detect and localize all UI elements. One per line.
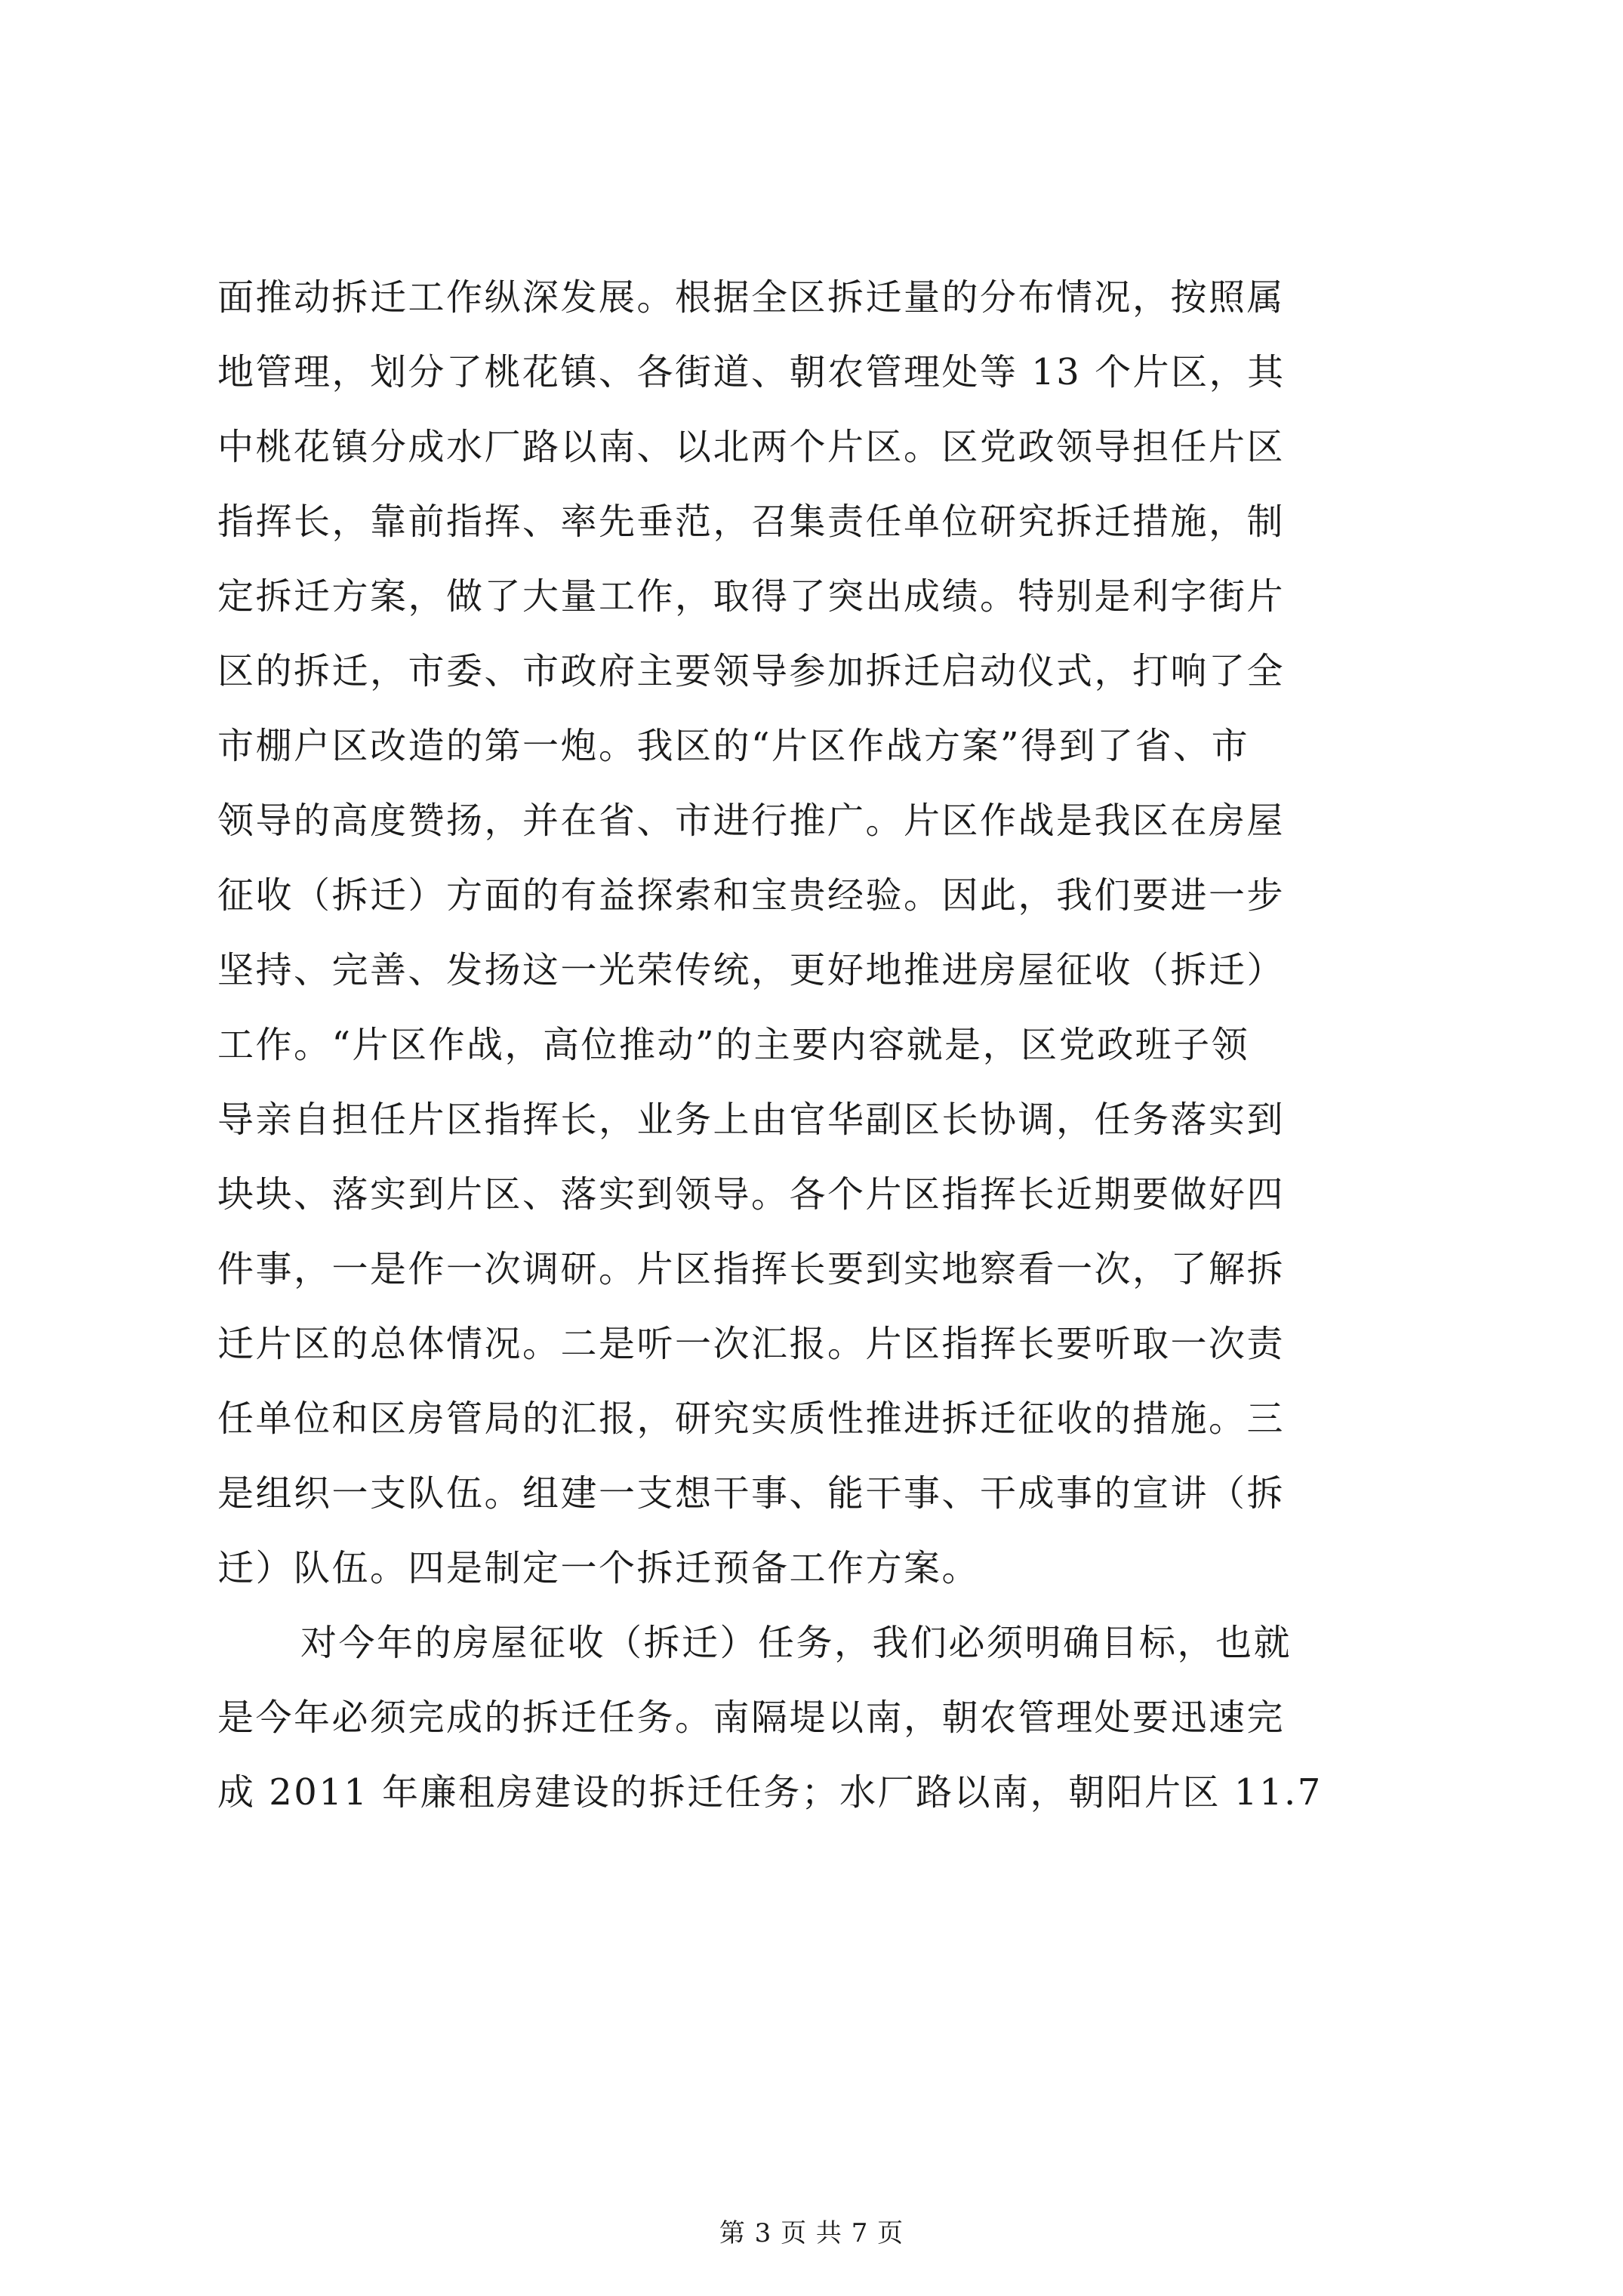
- text-line: 领导的高度赞扬，并在省、市进行推广。片区作战是我区在房屋: [217, 800, 1286, 842]
- text-line: 导亲自担任片区指挥长，业务上由官华副区长协调，任务落实到: [217, 1099, 1286, 1141]
- text-line: 定拆迁方案，做了大量工作，取得了突出成绩。特别是利字街片: [217, 575, 1286, 618]
- text-line: 地管理，划分了桃花镇、各街道、朝农管理处等 13 个片区，其: [217, 351, 1286, 393]
- body-text: [217, 260, 1421, 1830]
- text-line: 征收（拆迁）方面的有益探索和宝贵经验。因此，我们要进一步: [217, 874, 1286, 917]
- text-line: 任单位和区房管局的汇报，研究实质性推进拆迁征收的措施。三: [217, 1398, 1286, 1440]
- text-line: 面推动拆迁工作纵深发展。根据全区拆迁量的分布情况，按照属: [217, 276, 1286, 319]
- text-line: 坚持、完善、发扬这一光荣传统，更好地推进房屋征收（拆迁）: [217, 949, 1286, 991]
- text-line: 件事，一是作一次调研。片区指挥长要到实地察看一次，了解拆: [217, 1248, 1286, 1290]
- text-line: 块块、落实到片区、落实到领导。各个片区指挥长近期要做好四: [217, 1173, 1286, 1216]
- text-line: 迁）队伍。四是制定一个拆迁预备工作方案。: [217, 1547, 981, 1589]
- text-line: 中桃花镇分成水厂路以南、以北两个片区。区党政领导担任片区: [217, 426, 1286, 468]
- text-line: 成 2011 年廉租房建设的拆迁任务；水厂路以南，朝阳片区 11.7: [217, 1771, 1323, 1814]
- text-line: 区的拆迁，市委、市政府主要领导参加拆迁启动仪式，打响了全: [217, 650, 1286, 692]
- text-line: 是组织一支队伍。组建一支想干事、能干事、干成事的宣讲（拆: [217, 1472, 1286, 1515]
- text-line: 市棚户区改造的第一炮。我区的“片区作战方案”得到了省、市: [217, 725, 1250, 767]
- text-line: 指挥长，靠前指挥、率先垂范，召集责任单位研究拆迁措施，制: [217, 501, 1286, 543]
- text-line: 迁片区的总体情况。二是听一次汇报。片区指挥长要听取一次责: [217, 1323, 1286, 1365]
- text-line: 是今年必须完成的拆迁任务。南隔堤以南，朝农管理处要迅速完: [217, 1697, 1286, 1739]
- text-line: 工作。“片区作战，高位推动”的主要内容就是，区党政班子领: [217, 1024, 1250, 1066]
- paragraph-start-line: 对今年的房屋征收（拆迁）任务，我们必须明确目标，也就: [300, 1622, 1292, 1664]
- page-number-footer: 第 3 页 共 7 页: [719, 2218, 904, 2248]
